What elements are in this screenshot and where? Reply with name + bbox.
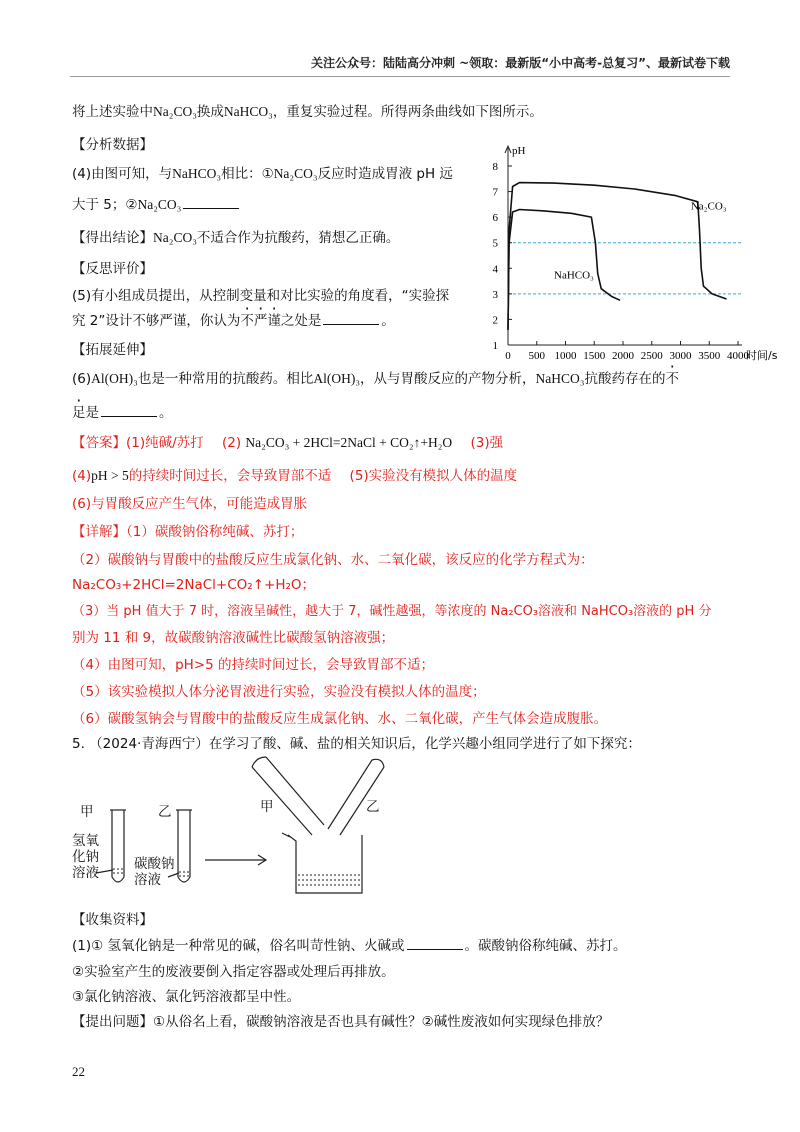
detail-3b: 别为 11 和 9，故碳酸钠溶液碱性比碳酸氢钠溶液强； [72, 630, 395, 646]
apparatus-diagram [60, 755, 420, 900]
formula-aloh3: Al(OH)₃ [313, 371, 361, 386]
y-tick-label: 2 [492, 314, 498, 327]
x-tick-label: 500 [528, 350, 545, 362]
formula-nahco3: NaHCO₃ [223, 104, 273, 119]
section-reflect: 【反思评价】 [72, 261, 153, 277]
label-yi: 乙 [158, 804, 172, 820]
collect-1-text-b: 。碳酸钠俗称纯碱、苏打。 [464, 938, 627, 954]
question-line: 【提出问题】①从俗名上看，碳酸钠溶液是否也具有碱性？②碱性废液如何实现绿色排放？ [72, 1014, 610, 1030]
section-extend: 【拓展延伸】 [72, 342, 153, 358]
label-naoh [72, 833, 104, 881]
q5-line1: (5)有小组成员提出，从控制变量和对比实验的角度看，“实验探 [72, 288, 450, 304]
conclusion-text: 不适合作为抗酸药，猜想乙正确。 [196, 230, 400, 246]
detail-3a: （3）当 pH 值大于 7 时，溶液呈碱性，越大于 7，碱性越强，等浓度的 Na₂CO₃溶液和 NaHCO₃溶液的 pH 分 [72, 604, 712, 619]
detail-4: （4）由图可知，pH>5 的持续时间过长，会导致胃部不适； [72, 657, 435, 673]
x-tick-label: 3500 [698, 350, 721, 362]
series-label-na2co3: Na₂CO₃ [690, 200, 727, 213]
q6-text-d: 抗酸药存在的 [584, 371, 666, 387]
formula-nahco3: NaHCO₃ [535, 371, 585, 386]
intro-text-c: ，重复实验过程。所得两条曲线如下图所示。 [272, 104, 543, 120]
beaker [288, 835, 362, 893]
header-divider [70, 76, 730, 77]
answer-2-equation: Na₂CO₃ + 2HCl=2NaCl + CO₂↑+H₂O [245, 435, 453, 450]
answer-line1 [72, 431, 503, 451]
answer-blank[interactable] [323, 312, 379, 325]
answer-blank[interactable] [101, 404, 157, 417]
detail-label: 【详解】 [72, 524, 126, 540]
section-analysis: 【分析数据】 [72, 137, 153, 153]
page-header: 关注公众号：陆陆高分冲刺 ~领取：最新版“小中高考-总复习”、最新试卷下载 [311, 56, 730, 70]
collect-1 [72, 934, 627, 954]
q4-text-d: 大于 5；② [72, 197, 138, 213]
q5-emphasis-char: 谨 [267, 313, 281, 329]
label-naoh-2: 化钠 [72, 849, 99, 865]
formula-na2co3: Na₂CO₃ [153, 104, 197, 119]
intro-text-a: 将上述实验中 [72, 104, 153, 120]
test-tube-jia [112, 810, 124, 882]
answer-blank[interactable] [407, 937, 463, 950]
page-number: 22 [72, 1064, 85, 1079]
x-tick-label: 2500 [640, 350, 663, 362]
answer-5: (5)实验没有模拟人体的温度 [349, 468, 518, 484]
x-tick-label: 4000 [727, 350, 749, 362]
collect-1-text-a: (1)① 氢氧化钠是一种常见的碱，俗名叫苛性钠、火碱或 [72, 938, 405, 954]
conclusion-label: 【得出结论】 [72, 230, 153, 246]
answer-4-text: 的持续时间过长，会导致胃部不适 [128, 468, 332, 484]
y-tick-label: 1 [492, 340, 498, 352]
x-tick-label: 1000 [554, 350, 577, 362]
detail-1: （1）碳酸钠俗称纯碱、苏打； [126, 524, 304, 540]
y-tick-label: 7 [492, 186, 498, 199]
formula-nahco3: NaHCO₃ [172, 166, 222, 181]
q5-text-a: 究 2”设计不够严谨，你认为 [72, 313, 241, 329]
q4-text-b: 相比：① [221, 166, 274, 182]
answer-line2 [72, 464, 517, 484]
ph-chart [470, 140, 790, 365]
formula-aloh3: Al(OH)₃ [91, 371, 138, 386]
q5-emphasis-char: 严 [253, 313, 268, 329]
q4-line1 [72, 162, 453, 182]
q5-emphasis-char: 不 [240, 313, 254, 329]
q4-line2 [72, 193, 241, 213]
y-tick-label: 8 [492, 161, 498, 173]
detail-5: （5）该实验模拟人体分泌胃液进行实验，实验没有模拟人体的温度； [72, 684, 486, 700]
collect-3: ③氯化钠溶液、氯化钙溶液都呈中性。 [72, 989, 301, 1005]
label-jia: 甲 [80, 804, 94, 820]
section-collect: 【收集资料】 [72, 912, 153, 928]
detail-line1 [72, 520, 303, 540]
collect-2: ②实验室产生的废液要倒入指定容器或处理后再排放。 [72, 964, 395, 980]
q6-text-b: 也是一种常用的抗酸药。相比 [137, 371, 314, 387]
formula-na2co3: Na₂CO₃ [137, 197, 182, 212]
q6-emphasis-char: 不 [665, 371, 679, 387]
q5-text-c: 。 [381, 313, 395, 329]
intro-text-b: 换成 [196, 104, 224, 120]
answer-1: (1)纯碱/苏打 [126, 435, 204, 451]
label-na2co3 [134, 856, 175, 888]
answer-label: 【答案】 [72, 435, 126, 451]
intro-line [72, 100, 543, 120]
y-tick-label: 3 [492, 288, 498, 301]
y-axis-label: pH [512, 145, 526, 157]
q6-line1 [72, 367, 679, 387]
detail-2: （2）碳酸钠与胃酸中的盐酸反应生成氯化钠、水、二氧化碳，该反应的化学方程式为： [72, 552, 594, 568]
x-axis-label: 时间/s [746, 349, 778, 362]
y-tick-label: 5 [492, 237, 498, 250]
q6-line2 [72, 401, 173, 421]
formula-na2co3: Na₂CO₃ [273, 166, 318, 181]
answer-6: (6)与胃酸反应产生气体，可能造成胃胀 [72, 496, 308, 512]
x-tick-label: 1500 [583, 350, 606, 362]
answer-blank[interactable] [183, 196, 239, 209]
y-tick-label: 4 [492, 263, 498, 276]
label-na2co3-1: 碳酸钠 [134, 856, 175, 872]
x-tick-label: 2000 [612, 350, 634, 362]
answer-4-ph: pH > 5 [91, 468, 129, 483]
x-tick-label: 3000 [669, 350, 692, 362]
q6-text-a: (6) [72, 371, 92, 387]
x-tick-label: 0 [505, 350, 511, 362]
answer-4-label: (4) [72, 468, 92, 484]
answer-3: (3)强 [470, 435, 504, 451]
label-naoh-3: 溶液 [72, 865, 99, 881]
q6-text-f: 。 [159, 405, 173, 421]
q4-text-c: 反应时造成胃液 pH 远 [317, 166, 453, 182]
detail-2-equation: Na₂CO₃+2HCl=2NaCl+CO₂↑+H₂O； [72, 577, 316, 593]
label-na2co3-2: 溶液 [134, 872, 161, 888]
q4-text-a: (4)由图可知，与 [72, 166, 173, 182]
detail-6: （6）碳酸氢钠会与胃酸中的盐酸反应生成氯化钠、水、二氧化碳，产生气体会造成腹胀。 [72, 711, 608, 727]
test-tube-yi [178, 810, 190, 882]
label-naoh-1: 氢氧 [72, 833, 99, 849]
label-pour-yi: 乙 [366, 799, 380, 815]
q5-emphasis [240, 313, 281, 329]
conclusion-line [72, 226, 399, 246]
problem-5-stem: 5. （2024·青海西宁）在学习了酸、碱、盐的相关知识后，化学兴趣小组同学进行了如下探究： [72, 736, 641, 752]
q6-text-e: 是 [85, 405, 99, 421]
y-tick-label: 6 [492, 212, 498, 225]
q5-text-b: 之处是 [280, 313, 322, 329]
q6-text-c: ，从与胃酸反应的产物分析， [360, 371, 536, 387]
answer-2-label: (2) [221, 435, 242, 451]
label-pour-jia: 甲 [260, 799, 274, 815]
series-label-nahco3: NaHCO₃ [554, 269, 594, 282]
q5-line2 [72, 309, 395, 329]
q6-emphasis-char: 足 [72, 405, 86, 421]
formula-na2co3: Na₂CO₃ [153, 230, 197, 245]
